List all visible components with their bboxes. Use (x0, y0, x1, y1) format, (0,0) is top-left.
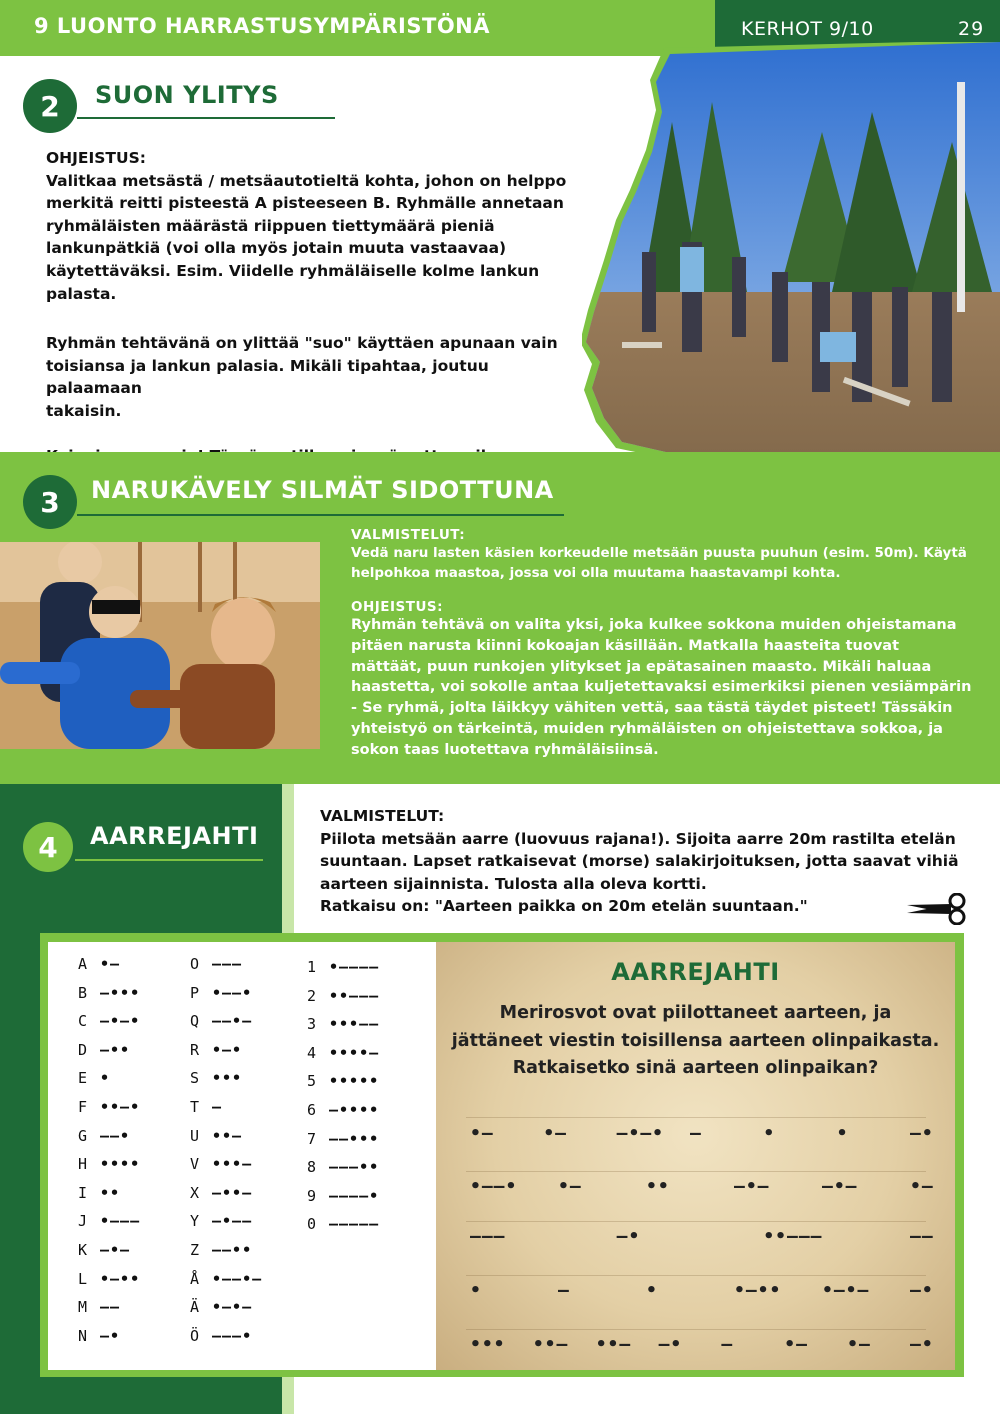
morse-code: — (212, 1098, 223, 1116)
chapter-title: 9 LUONTO HARRASTUSYMPÄRISTÖNÄ (34, 14, 491, 38)
morse-code: ——• (100, 1126, 131, 1145)
morse-code: ••• (212, 1069, 243, 1088)
cipher-word: •——• (470, 1176, 518, 1197)
morse-letter: 9 (307, 1186, 317, 1205)
morse-entry (78, 1327, 120, 1345)
morse-code: ••••— (329, 1043, 380, 1062)
morse-code: ———•• (329, 1158, 380, 1177)
morse-code: ———• (212, 1326, 253, 1345)
cipher-word: — (721, 1334, 734, 1355)
section-label: KERHOT 9/10 (741, 18, 874, 40)
section3-prep-line: helpohkoa maastoa, jossa voi olla muutama haastavampi kohta. (351, 565, 841, 581)
morse-entry (78, 1012, 140, 1030)
writing-line (466, 1117, 926, 1118)
morse-code: •———— (329, 958, 380, 976)
morse-code: ••——— (329, 986, 380, 1005)
morse-entry (78, 1298, 120, 1316)
cipher-word: —• (910, 1334, 934, 1355)
cipher-word: —• (910, 1280, 934, 1301)
morse-entry (78, 1041, 130, 1059)
cipher-word: •— (470, 1123, 494, 1144)
morse-entry (190, 1041, 242, 1059)
morse-letter: O (190, 955, 200, 973)
morse-code: —• (100, 1326, 121, 1345)
section2-task-line: toisiansa ja lankun palasia. Mikäli tipahtaa, joutuu palaamaan (46, 356, 489, 398)
cipher-word: ••— (532, 1334, 569, 1355)
page-number: 29 (958, 18, 985, 40)
morse-entry (307, 1101, 379, 1119)
morse-letter: G (78, 1126, 88, 1145)
writing-line (466, 1275, 926, 1276)
cipher-word: •— (784, 1334, 808, 1355)
morse-code: ——•— (212, 1012, 253, 1031)
morse-entry (307, 1158, 379, 1176)
morse-letter: 4 (307, 1043, 317, 1062)
card-text-line: Ratkaisetko sinä aarteen olinpaikan? (512, 1058, 879, 1078)
card-text (436, 1000, 955, 1083)
section2-line: lankunpätkiä (voi olla myös jotain muuta vastaavaa) (46, 239, 507, 258)
cipher-word: •— (910, 1176, 934, 1197)
morse-entry (190, 984, 252, 1002)
morse-letter: U (190, 1126, 200, 1145)
section4-line: Ratkaisu on: "Aarteen paikka on 20m etelän suuntaan." (320, 897, 808, 916)
morse-entry (190, 1012, 252, 1030)
cipher-word: •— (558, 1176, 582, 1197)
morse-code: ————— (329, 1215, 380, 1234)
morse-letter: H (78, 1155, 88, 1174)
section2-title-rule (77, 117, 335, 119)
section4-line: Piilota metsään aarre (luovuus rajana!). Sijoita aarre 20m rastilta etelän (320, 829, 956, 848)
cipher-word: • (470, 1280, 482, 1301)
card-title: AARREJAHTI (611, 958, 780, 986)
morse-letter: 1 (307, 958, 317, 976)
card-text-line: Merirosvot ovat piilottaneet aarteen, ja (499, 1003, 892, 1023)
cipher-word: •—•• (734, 1280, 782, 1301)
morse-entry (190, 1155, 252, 1173)
cipher-word: —•— (822, 1176, 858, 1197)
morse-code: ——— (212, 955, 243, 973)
section3-line: yhteistyö on tärkeintä, muiden ryhmäläisten on ohjeistettava sokkoa, ja (351, 720, 943, 737)
writing-line (466, 1171, 926, 1172)
morse-letter: Z (190, 1241, 200, 1259)
section3-line: haastetta, voi sokolle antaa kuljetettavaksi esimerkiksi pienen vesiämpärin (351, 679, 972, 696)
section2-number-badge: 2 (23, 79, 77, 133)
section4-title: AARREJAHTI (90, 822, 259, 850)
morse-code: •••• (100, 1155, 141, 1174)
cipher-word: — (690, 1123, 702, 1144)
morse-entry (307, 987, 379, 1005)
morse-entry (78, 1155, 140, 1173)
morse-code: •••—— (329, 1015, 380, 1034)
cipher-word: —•—• (616, 1123, 665, 1144)
morse-entry (190, 1184, 252, 1202)
section2-title: SUON YLITYS (95, 81, 279, 109)
morse-code: •— (100, 955, 121, 973)
section4-line: aarteen sijainnista. Tulosta alla oleva kortti. (320, 874, 707, 893)
morse-code: —— (100, 1298, 121, 1317)
morse-entry (78, 1098, 140, 1116)
morse-code: —•—• (100, 1012, 141, 1031)
morse-code: ——••• (329, 1129, 380, 1148)
section3-number-badge: 3 (23, 475, 77, 529)
morse-letter: A (78, 955, 88, 973)
morse-code: ••••• (329, 1072, 380, 1091)
section2-line: ryhmäläisten määrästä riippuen tiettymäärä pieniä (46, 216, 495, 235)
morse-letter: 0 (307, 1215, 317, 1234)
cipher-word: • (646, 1280, 658, 1301)
morse-entry (307, 1215, 379, 1233)
cipher-word: •—•— (822, 1280, 870, 1301)
morse-letter: Ä (190, 1298, 200, 1317)
cipher-word: •— (847, 1334, 871, 1355)
morse-entry (78, 1212, 140, 1230)
morse-entry (190, 1212, 252, 1230)
section3-prep-line: Vedä naru lasten käsien korkeudelle metsään puusta puuhun (esim. 50m). Käytä (351, 545, 967, 561)
morse-code: ——•• (212, 1241, 253, 1259)
cipher-word: —•— (734, 1176, 770, 1197)
morse-entry (78, 955, 120, 973)
morse-entry (78, 1069, 110, 1087)
morse-code: •••— (212, 1155, 253, 1174)
morse-letter: L (78, 1269, 88, 1288)
cipher-word: •• (646, 1176, 670, 1197)
section4-prep-label: VALMISTELUT: (320, 807, 445, 825)
section2-task-line: Ryhmän tehtävänä on ylittää "suo" käyttäen apunaan vain (46, 334, 558, 353)
morse-code: •——•— (212, 1269, 263, 1288)
section3-line: sokon taas luotettava ryhmäläisiinsä. (351, 741, 659, 758)
cipher-word: —• (910, 1123, 934, 1144)
cipher-word: • (763, 1123, 776, 1144)
cipher-word: —• (658, 1334, 683, 1355)
morse-letter: 3 (307, 1015, 317, 1034)
morse-entry (307, 1130, 379, 1148)
morse-letter: Ö (190, 1326, 200, 1345)
writing-line (466, 1221, 926, 1222)
morse-letter: S (190, 1069, 200, 1088)
morse-entry (190, 1241, 252, 1259)
cipher-word: ••——— (763, 1226, 823, 1247)
section2-instructions-label: OHJEISTUS: (46, 149, 146, 167)
morse-entry (307, 1187, 379, 1205)
morse-code: ••—• (100, 1098, 141, 1116)
morse-letter: J (78, 1212, 88, 1231)
morse-letter: R (190, 1040, 200, 1059)
morse-letter: I (78, 1183, 88, 1202)
section3-line: mättäät, puun runkojen ylitykset ja epätasainen maasto. Mikäli haluaa (351, 658, 932, 675)
cipher-word: —• (616, 1226, 641, 1247)
morse-entry (78, 1184, 120, 1202)
section4-line: suuntaan. Lapset ratkaisevat (morse) salakirjoituksen, jotta saavat vihiä (320, 852, 959, 871)
morse-code: ————• (329, 1186, 380, 1205)
morse-entry (190, 1069, 242, 1087)
morse-letter: 6 (307, 1101, 317, 1119)
morse-letter: E (78, 1069, 88, 1088)
section3-line: Ryhmän tehtävä on valita yksi, joka kulkee sokkona muiden ohjeistamana (351, 617, 957, 633)
cipher-word: ——— (470, 1226, 506, 1247)
writing-line (466, 1329, 926, 1330)
morse-letter: N (78, 1326, 88, 1345)
morse-code: —•• (100, 1040, 131, 1059)
section2-task-line: takaisin. (46, 401, 122, 420)
morse-entry (78, 984, 140, 1002)
cipher-word: ••• (470, 1334, 506, 1355)
morse-code: —•—— (212, 1212, 253, 1231)
morse-letter: K (78, 1241, 88, 1259)
morse-entry (190, 1098, 222, 1116)
morse-letter: 7 (307, 1129, 317, 1148)
morse-letter: X (190, 1183, 200, 1202)
cipher-word: •— (543, 1123, 568, 1144)
morse-entry (78, 1127, 130, 1145)
morse-letter: T (190, 1098, 200, 1116)
morse-code: —••— (212, 1183, 253, 1202)
morse-code: —••• (100, 983, 141, 1002)
cipher-word: ••— (595, 1334, 632, 1355)
section3-prep-label: VALMISTELUT: (351, 527, 466, 543)
morse-letter: F (78, 1098, 88, 1116)
morse-letter: Y (190, 1212, 200, 1231)
morse-letter: V (190, 1155, 200, 1174)
section3-instructions-label: OHJEISTUS: (351, 599, 444, 615)
morse-letter: 2 (307, 986, 317, 1005)
morse-entry (190, 1298, 252, 1316)
morse-letter: 5 (307, 1072, 317, 1091)
morse-letter: D (78, 1040, 88, 1059)
section3-line: pitäen narusta kiinni kokoajan käsillään. Matkalla haasteita tuovat (351, 637, 900, 654)
section4-number-badge: 4 (23, 822, 73, 872)
morse-code: •——— (100, 1212, 141, 1231)
morse-code: •—•• (100, 1269, 141, 1288)
section3-photo (0, 542, 320, 749)
morse-letter: M (78, 1298, 88, 1317)
morse-entry (307, 1072, 379, 1090)
morse-letter: P (190, 983, 200, 1002)
morse-letter: 8 (307, 1158, 317, 1177)
cipher-word: —— (910, 1226, 934, 1247)
morse-code: ••— (212, 1126, 243, 1145)
morse-code: •——• (212, 983, 253, 1002)
morse-entry (78, 1270, 140, 1288)
section2-line: käytettäväksi. Esim. Viidelle ryhmäläiselle kolme lankun palasta. (46, 261, 540, 303)
section3-line: - Se ryhmä, jolta läikkyy vähiten vettä, saa tästä täydet pisteet! Tässäkin (351, 700, 953, 717)
morse-entry (190, 1327, 252, 1345)
section2-line: Valitkaa metsästä / metsäautotieltä kohta, johon on helppo (46, 171, 567, 190)
morse-entry (190, 1127, 242, 1145)
morse-entry (78, 1241, 130, 1259)
cipher-word: • (836, 1123, 849, 1144)
section2-body (46, 147, 586, 467)
morse-letter: Å (190, 1269, 200, 1288)
morse-letter: Q (190, 1012, 200, 1031)
morse-letter: C (78, 1012, 88, 1031)
card-text-line: jättäneet viestin toisillensa aarteen olinpaikasta. (451, 1030, 940, 1051)
morse-entry (307, 1015, 379, 1033)
scissors-icon (905, 893, 969, 925)
section4-title-rule (75, 859, 263, 861)
morse-entry (307, 1044, 379, 1062)
morse-letter: B (78, 983, 88, 1002)
morse-code: —•••• (329, 1101, 380, 1119)
morse-entry (190, 955, 242, 973)
morse-code: •—• (212, 1040, 243, 1059)
morse-code: —•— (100, 1241, 131, 1259)
section3-title-rule (77, 514, 564, 516)
section3-body (351, 527, 991, 761)
morse-code: •• (100, 1183, 121, 1202)
morse-code: •—•— (212, 1298, 253, 1317)
section2-line: merkitä reitti pisteestä A pisteeseen B. Ryhmälle annetaan (46, 194, 564, 213)
morse-code: • (100, 1069, 111, 1088)
cipher-word: — (558, 1280, 570, 1301)
morse-entry (190, 1270, 262, 1288)
section4-body (320, 805, 980, 918)
section3-title: NARUKÄVELY SILMÄT SIDOTTUNA (91, 476, 554, 504)
morse-entry (307, 958, 379, 976)
